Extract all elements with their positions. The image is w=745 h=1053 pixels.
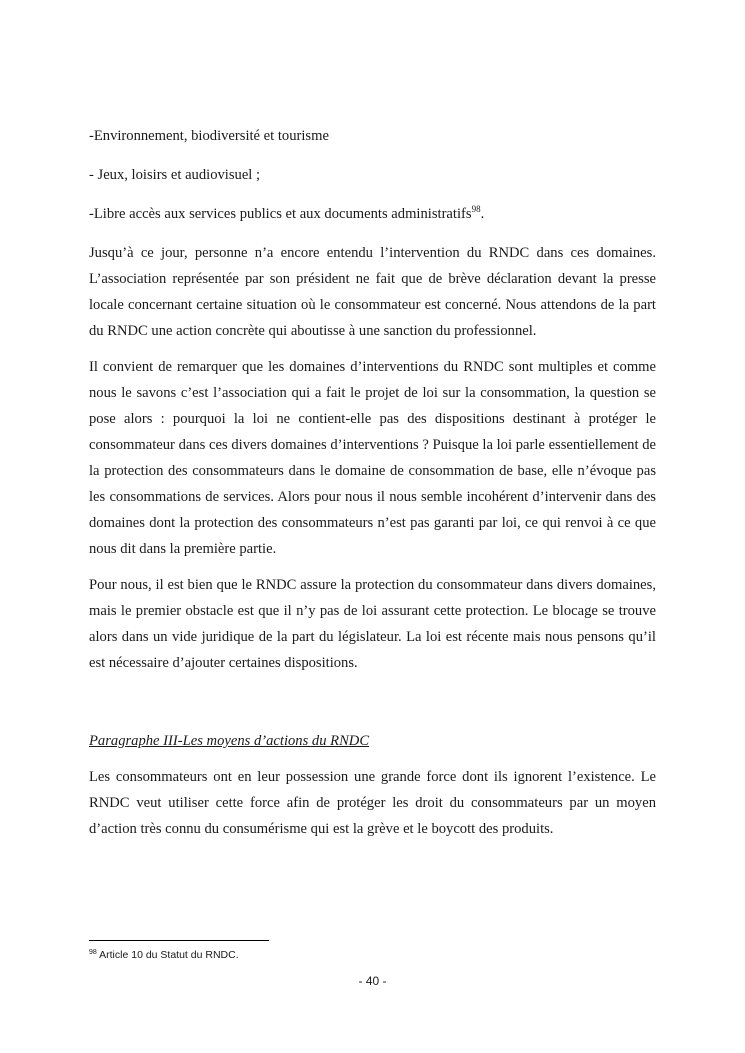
footnote-number: 98 [89, 949, 97, 956]
footnote-text: Article 10 du Statut du RNDC. [96, 949, 239, 961]
section-heading: Paragraphe III-Les moyens d’actions du RNDC [89, 733, 370, 749]
paragraph: Jusqu’à ce jour, personne n’a encore entendu l’intervention du RNDC dans ces domaines. L’association représentée par son président ne fait que de brève déclaration devant la presse locale concernant certaine situation où le consommateur est concerné. Nous attendons de la part du RNDC une action concrète qui aboutisse à une sanction du professionnel. [89, 245, 656, 339]
list-item-suffix: . [480, 206, 485, 222]
list-item: - Jeux, loisirs et audiovisuel ; [89, 167, 261, 183]
footnote-reference[interactable]: 98 [471, 204, 481, 214]
page-number: - 40 - [358, 974, 387, 988]
list-item-with-footnote [89, 201, 656, 227]
list-item-text: -Libre accès aux services publics et aux documents administratifs [89, 206, 472, 222]
document-body [89, 123, 656, 852]
list-item: -Environnement, biodiversité et tourisme [89, 128, 329, 144]
footnote [89, 948, 239, 962]
paragraph: Les consommateurs ont en leur possession une grande force dont ils ignorent l’existence. Le RNDC veut utiliser cette force afin de protéger les droit du consommateurs par un moyen d’action très connu du consumérisme qui est la grève et le boycott des produits. [89, 769, 656, 837]
paragraph: Il convient de remarquer que les domaines d’interventions du RNDC sont multiples et comme nous le savons c’est l’association qui a fait le projet de loi sur la consommation, la question se pose alors : pourquoi la loi ne contient-elle pas des dispositions destinant à protéger le consommateur dans ces divers domaines d’interventions ? Puisque la loi parle essentiellement de la protection des consommateurs dans le domaine de consommation de base, elle n’évoque pas les consommations de services. Alors pour nous il nous semble incohérent d’intervenir dans des domaines dont la protection des consommateurs n’est pas garanti par loi, ce qui renvoi à ce que nous dit dans la première partie. [89, 359, 656, 557]
paragraph: Pour nous, il est bien que le RNDC assure la protection du consommateur dans divers domaines, mais le premier obstacle est que il n’y pas de loi assurant cette protection. Le blocage se trouve alors dans un vide juridique de la part du législateur. La loi est récente mais nous pensons qu’il est nécessaire d’ajouter certaines dispositions. [89, 577, 656, 671]
footnote-divider [89, 940, 269, 941]
